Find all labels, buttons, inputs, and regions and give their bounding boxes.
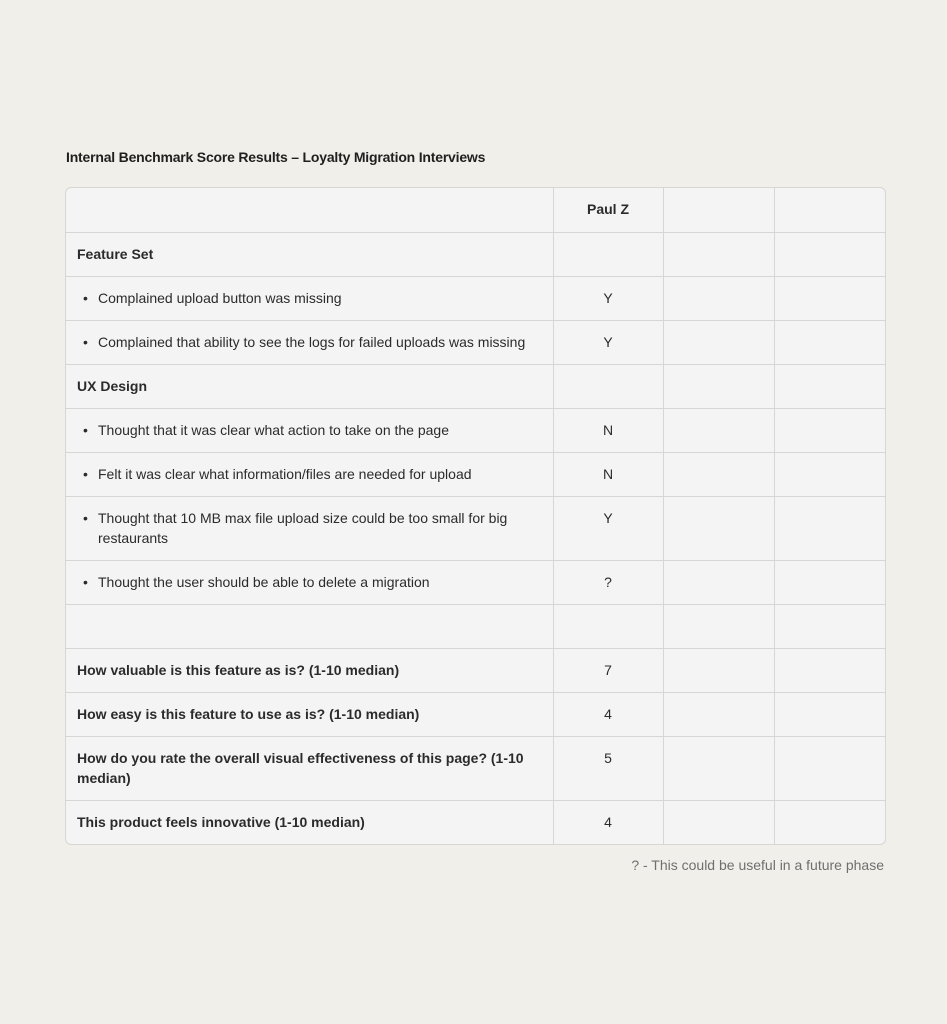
- row-value: N: [553, 408, 663, 452]
- question-label: How valuable is this feature as is? (1-10 median): [66, 648, 553, 692]
- table-row-question: [66, 800, 885, 844]
- footnote: ? - This could be useful in a future phase: [631, 857, 884, 873]
- question-label: How easy is this feature to use as is? (1-10 median): [66, 692, 553, 736]
- bullet-icon: •: [83, 465, 88, 482]
- bullet-icon: •: [83, 333, 88, 350]
- row-label: [66, 496, 553, 560]
- empty-cell: [774, 452, 885, 496]
- empty-cell: [774, 736, 885, 800]
- header-cell-empty: [66, 188, 553, 232]
- table-row: [66, 320, 885, 364]
- empty-cell: [774, 604, 885, 648]
- row-label: [66, 276, 553, 320]
- empty-cell: [663, 736, 774, 800]
- row-value: ?: [553, 560, 663, 604]
- empty-cell: [663, 452, 774, 496]
- section-label-ux-design: UX Design: [66, 364, 553, 408]
- row-label-text: Complained upload button was missing: [98, 289, 342, 306]
- table-row: [66, 408, 885, 452]
- empty-cell: [774, 560, 885, 604]
- empty-cell: [663, 496, 774, 560]
- empty-cell: [774, 232, 885, 276]
- row-label: [66, 320, 553, 364]
- row-value: 5: [553, 736, 663, 800]
- row-value: Y: [553, 496, 663, 560]
- table-row-question: [66, 692, 885, 736]
- row-value: Y: [553, 276, 663, 320]
- table-row: [66, 560, 885, 604]
- empty-cell: [774, 692, 885, 736]
- row-value: Y: [553, 320, 663, 364]
- table-row-question: [66, 736, 885, 800]
- table-row-question: [66, 648, 885, 692]
- header-cell-empty-3: [774, 188, 885, 232]
- empty-cell: [663, 560, 774, 604]
- section-label-feature-set: Feature Set: [66, 232, 553, 276]
- empty-cell: [774, 800, 885, 844]
- row-label: [66, 452, 553, 496]
- row-label-text: Thought that 10 MB max file upload size could be too small for big restaurants: [98, 509, 508, 546]
- table-row: [66, 276, 885, 320]
- empty-cell: [774, 408, 885, 452]
- table-row: [66, 496, 885, 560]
- row-value: N: [553, 452, 663, 496]
- bullet-icon: •: [83, 421, 88, 438]
- row-value: 7: [553, 648, 663, 692]
- row-value: 4: [553, 692, 663, 736]
- empty-cell: [663, 364, 774, 408]
- table-row-section: [66, 364, 885, 408]
- bullet-icon: •: [83, 509, 88, 526]
- bullet-icon: •: [83, 289, 88, 306]
- row-label-text: Complained that ability to see the logs for failed uploads was missing: [98, 333, 526, 350]
- row-label-text: Thought that it was clear what action to take on the page: [98, 421, 449, 438]
- row-value: [553, 604, 663, 648]
- row-value: [553, 364, 663, 408]
- empty-cell: [663, 692, 774, 736]
- row-label: [66, 560, 553, 604]
- table-row-spacer: [66, 604, 885, 648]
- question-label: This product feels innovative (1-10 median): [66, 800, 553, 844]
- empty-cell: [663, 604, 774, 648]
- empty-cell: [774, 276, 885, 320]
- bullet-icon: •: [83, 573, 88, 590]
- empty-cell: [663, 276, 774, 320]
- header-cell-empty-2: [663, 188, 774, 232]
- row-value: [553, 232, 663, 276]
- row-label-text: Felt it was clear what information/files are needed for upload: [98, 465, 472, 482]
- empty-cell: [774, 648, 885, 692]
- page-title: Internal Benchmark Score Results – Loyalty Migration Interviews: [66, 149, 486, 165]
- table-row: [66, 452, 885, 496]
- header-cell-participant: Paul Z: [553, 188, 663, 232]
- empty-cell: [663, 648, 774, 692]
- row-label-text: Thought the user should be able to delete a migration: [98, 573, 430, 590]
- row-label: [66, 604, 553, 648]
- empty-cell: [774, 496, 885, 560]
- empty-cell: [663, 232, 774, 276]
- table-header-row: [66, 188, 885, 232]
- table-row-section: [66, 232, 885, 276]
- empty-cell: [774, 320, 885, 364]
- question-label: How do you rate the overall visual effectiveness of this page? (1-10 median): [66, 736, 553, 800]
- empty-cell: [663, 800, 774, 844]
- empty-cell: [663, 320, 774, 364]
- row-label: [66, 408, 553, 452]
- empty-cell: [663, 408, 774, 452]
- empty-cell: [774, 364, 885, 408]
- benchmark-table: [65, 187, 886, 845]
- row-value: 4: [553, 800, 663, 844]
